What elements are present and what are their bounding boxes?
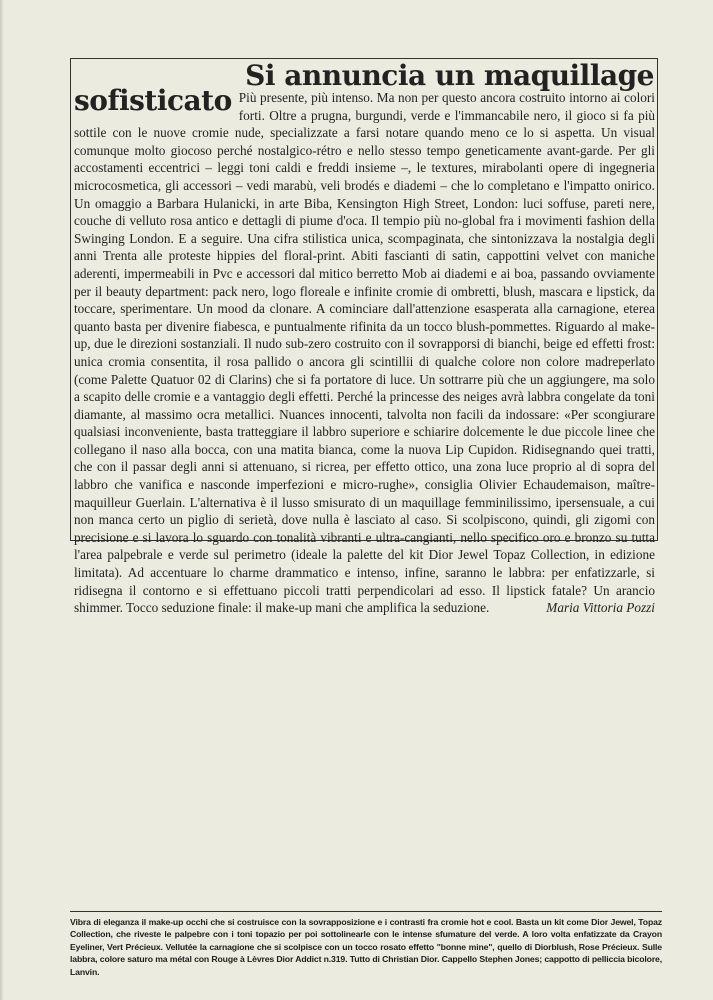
photo-caption: Vibra di eleganza il make-up occhi che si costruisce con la sovrapposizione e i contrasti fra cromie hot e cool. Basta un kit come Dior Jewel, Topaz Collection, che riveste le palpebre con i toni topazio per poi sottolinearle con le intense sfumature del verde. A loro volta enfatizzate da Crayon Eyeliner, Vert Précieux. Vellutée la carnagione che si scolpisce con un tocco rosato effetto "bonne mine", quello di Diorblush, Rose Précieux. Sulle labbra, colore saturo ma métal con Rouge à Lèvres Dior Addict n.319. Tutto di Christian Dior. Cappello Stephen Jones; cappotto di pelliccia bicolore, Lanvin. bbox=[70, 917, 662, 977]
article-body bbox=[74, 84, 655, 617]
caption-divider bbox=[70, 911, 662, 912]
article-author: Maria Vittoria Pozzi bbox=[546, 600, 655, 616]
article-box bbox=[70, 58, 658, 616]
article-title-line-2: sofisticato bbox=[74, 84, 232, 117]
scan-edge bbox=[0, 0, 4, 1000]
article-body-text: Più presente, più intenso. Ma non per questo ancora costruito intorno ai colori forti. Oltre a prugna, burgundi, verde e l'immancabile nero, il gioco si fa più sottile con le nuove cromie nude, specializzate a farsi notare quando meno ce lo si aspetta. Un visual comunque molto giocoso perché nostalgico-rétro e nello stesso tempo geneticamente avant-garde. Per gli accostamenti eccentrici – leggi toni caldi e freddi insieme –, le textures, mirabolanti opere di ingegneria microcosmetica, gli accessori – vedi marabù, veli brodés e diademi – che lo completano e l'impatto onirico. Un omaggio a Barbara Hulanicki, in arte Biba, Kensington High Street, London: luci soffuse, pareti nere, couche di velluto rosa antico e dettagli di piume d'oca. Il tempio più no-global fra i movimenti fashion della Swinging London. E a seguire. Una cifra stilistica unica, scompaginata, che sintonizzava la nostalgia degli anni Trenta alle proteste hippies del floral-print. Abiti fascianti di satin, cappottini velvet con maniche aderenti, impermeabili in Pvc e accessori dal mitico berretto Mob ai diademi e ai boa, passando ovviamente per il beauty department: pack nero, logo floreale e infinite cromie di ombretti, blush, mascara e lipstick, da toccare, sperimentare. Un mood da clonare. A cominciare dall'attenzione esasperata alla carnagione, eterea quanto basta per divenire fiabesca, e puntualmente rifinita da un tocco blush-pommettes. Riguardo al make-up, due le direzioni sostanziali. Il nudo sub-zero costruito con il sovrapporsi di bianchi, beige ed effetti frost: unica cromia consentita, il rosa pallido o ancora gli scintillii di qualche colore non colore madreperlato (come Palette Quatuor 02 di Clarins) che si fa portatore di luce. Un sottrarre più che un aggiungere, ma solo a scapito delle cromie e a vantaggio degli effetti. Perché la princesse des neiges avrà labbra congelate da toni diamante, al massimo ocra metallici. Nuances innocenti, talvolta non facili da indossare: «Per scongiurare qualsiasi inconveniente, basta tratteggiare il labbro superiore e schiarire dolcemente le due piccole linee che collegano il naso alla bocca, con una matita bianca, come la nuova Lip Cupidon. Ridisegnando quei tratti, che con il passar degli anni si attenuano, si ricrea, per effetto ottico, una zona luce proprio al di sopra del labbro che vanifica e nasconde imperfezioni e micro-rughe», consiglia Olivier Echaudemaison, maître-maquilleur Guerlain. L'alternativa è il lusso smisurato di un maquillage femminilissimo, ipersensuale, a cui non manca certo un piglio di serietà, dove nulla è lasciato al caso. Si scolpiscono, quindi, gli zigomi con precisione e si lavora lo sguardo con tonalità vibranti e ultra-cangianti, nello specifico oro e bronzo su tutta l'area palpebrale e verde sul perimetro (ideale la palette del kit Dior Jewel Topaz Collection, in edizione limitata). Ad accentuare lo charme drammatico e intenso, infine, saranno le labbra: per enfatizzarle, si ridisegna il contorno e si effettuano piccoli tratti perpendicolari ad esso. Il lipstick fatale? Un arancio shimmer. Tocco seduzione finale: il make-up mani che amplifica la seduzione. bbox=[74, 90, 655, 616]
article-title-line-1: Si annuncia un maquillage bbox=[245, 59, 654, 92]
